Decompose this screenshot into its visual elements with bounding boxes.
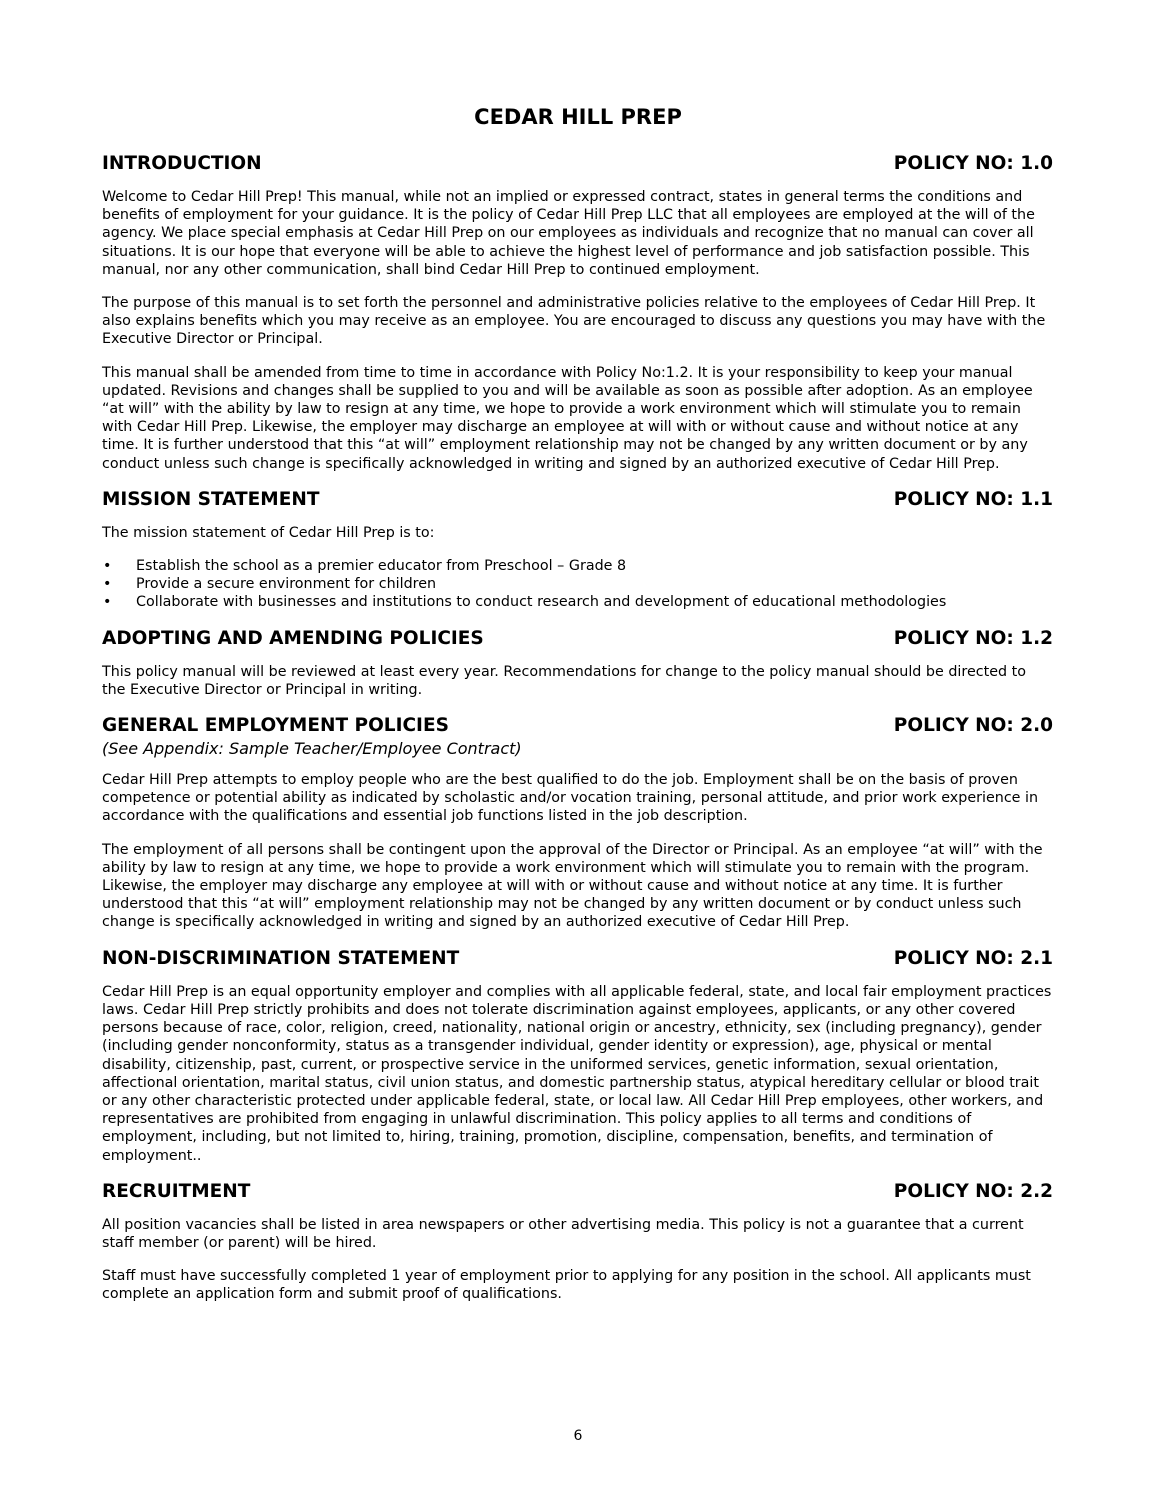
section-heading: NON-DISCRIMINATION STATEMENT — [102, 947, 460, 969]
paragraph: The mission statement of Cedar Hill Prep is to: — [102, 524, 435, 541]
section-heading: ADOPTING AND AMENDING POLICIES — [102, 627, 484, 649]
section-header — [102, 627, 1053, 651]
section-heading: MISSION STATEMENT — [102, 488, 320, 510]
section-header — [102, 152, 1053, 176]
policy-number: POLICY NO: 1.2 — [893, 627, 1053, 649]
policy-number: POLICY NO: 2.1 — [893, 947, 1053, 969]
document-body — [102, 152, 1053, 1304]
section-general-employment — [102, 714, 1053, 932]
policy-number: POLICY NO: 1.0 — [893, 153, 1053, 174]
list-item: • Provide a secure environment for children — [102, 575, 1053, 593]
section-non-discrimination — [102, 947, 1053, 1165]
paragraph: The employment of all persons shall be contingent upon the approval of the Director or Principal. As an employee “at will” with the ability by law to resign at any time, we hope to provide a work environment which will stimulate you to remain with the program. Likewise, the employer may discharge any employee at will with or without cause and without notice at any time. It is further understood that this “at will” employment relationship may not be changed by any written document or by conduct unless such change is specifically acknowledged in writing and signed by an authorized executive of Cedar Hill Prep. — [102, 841, 1043, 931]
paragraph: This policy manual will be reviewed at least every year. Recommendations for change to the policy manual should be directed to the Executive Director or Principal in writing. — [102, 663, 1026, 698]
section-header — [102, 488, 1053, 512]
paragraph: Cedar Hill Prep is an equal opportunity employer and complies with all applicable federal, state, and local fair employment practices laws. Cedar Hill Prep strictly prohibits and does not tolerate discrimination against employees, applicants, or any other covered persons because of race, color, religion, creed, nationality, national origin or ancestry, ethnicity, sex (including pregnancy), gender (including gender nonconformity, status as a transgender individual, gender identity or expression), age, physical or mental disability, citizenship, past, current, or prospective service in the uniformed services, genetic information, sexual orientation, affectional orientation, marital status, civil union status, and domestic partnership status, atypical hereditary cellular or blood trait or any other characteristic protected under applicable federal, state, or local law. All Cedar Hill Prep employees, other workers, and representatives are prohibited from engaging in unlawful discrimination. This policy applies to all terms and conditions of employment, including, but not limited to, hiring, training, promotion, discipline, compensation, benefits, and termination of employment.. — [102, 983, 1052, 1164]
list-item: • Collaborate with businesses and institutions to conduct research and development of educational methodologies — [102, 593, 1053, 611]
section-header — [102, 1180, 1053, 1204]
paragraph: This manual shall be amended from time to time in accordance with Policy No:1.2. It is your responsibility to keep your manual updated. Revisions and changes shall be supplied to you and will be available as soon as possible after adoption. As an employee “at will” with the ability by law to resign at any time, we hope to provide a work environment which will stimulate you to remain with Cedar Hill Prep. Likewise, the employer may discharge an employee at will with or without cause and without notice at any time. It is further understood that this “at will” employment relationship may not be changed by any written document or by any conduct unless such change is specifically acknowledged in writing and signed by an authorized executive of Cedar Hill Prep. — [102, 364, 1033, 472]
policy-number: POLICY NO: 2.0 — [893, 715, 1053, 737]
policy-number: POLICY NO: 1.1 — [893, 488, 1053, 510]
mission-bullet-list — [102, 557, 1053, 612]
section-adopting-amending — [102, 627, 1053, 699]
section-header — [102, 714, 1053, 738]
appendix-note: (See Appendix: Sample Teacher/Employee Contract) — [102, 739, 522, 759]
paragraph: Staff must have successfully completed 1 year of employment prior to applying for any position in the school. All applicants must complete an application form and submit proof of qualifications. — [102, 1268, 1031, 1303]
paragraph: Welcome to Cedar Hill Prep! This manual, while not an implied or expressed contract, states in general terms the conditions and benefits of employment for your guidance. It is the policy of Cedar Hill Prep LLC that all employees are employed at the will of the agency. We place special emphasis at Cedar Hill Prep on our employees as individuals and recognize that no manual can cover all situations. It is our hope that everyone will be able to achieve the highest level of performance and job satisfaction possible. This manual, nor any other communication, shall bind Cedar Hill Prep to continued employment. — [102, 189, 1035, 278]
section-heading: GENERAL EMPLOYMENT POLICIES — [102, 715, 449, 737]
section-heading: RECRUITMENT — [102, 1180, 251, 1202]
document-title: CEDAR HILL PREP — [474, 105, 682, 129]
paragraph: All position vacancies shall be listed in area newspapers or other advertising media. This policy is not a guarantee that a current staff member (or parent) will be hired. — [102, 1216, 1024, 1251]
list-item: • Establish the school as a premier educator from Preschool – Grade 8 — [102, 557, 1053, 575]
section-header — [102, 947, 1053, 971]
section-heading: INTRODUCTION — [102, 153, 262, 174]
section-introduction — [102, 152, 1053, 473]
paragraph: Cedar Hill Prep attempts to employ people who are the best qualified to do the job. Employment shall be on the basis of proven competence or potential ability as indicated by scholastic and/or vocation training, personal attitude, and prior work experience in accordance with the qualifications and essential job functions listed in the job description. — [102, 772, 1039, 825]
section-recruitment — [102, 1180, 1053, 1304]
policy-number: POLICY NO: 2.2 — [893, 1180, 1053, 1202]
paragraph: The purpose of this manual is to set forth the personnel and administrative policies relative to the employees of Cedar Hill Prep. It also explains benefits which you may receive as an employee. You are encouraged to discuss any questions you may have with the Executive Director or Principal. — [102, 295, 1046, 348]
section-mission-statement — [102, 488, 1053, 612]
page-number: 6 — [573, 1428, 583, 1444]
